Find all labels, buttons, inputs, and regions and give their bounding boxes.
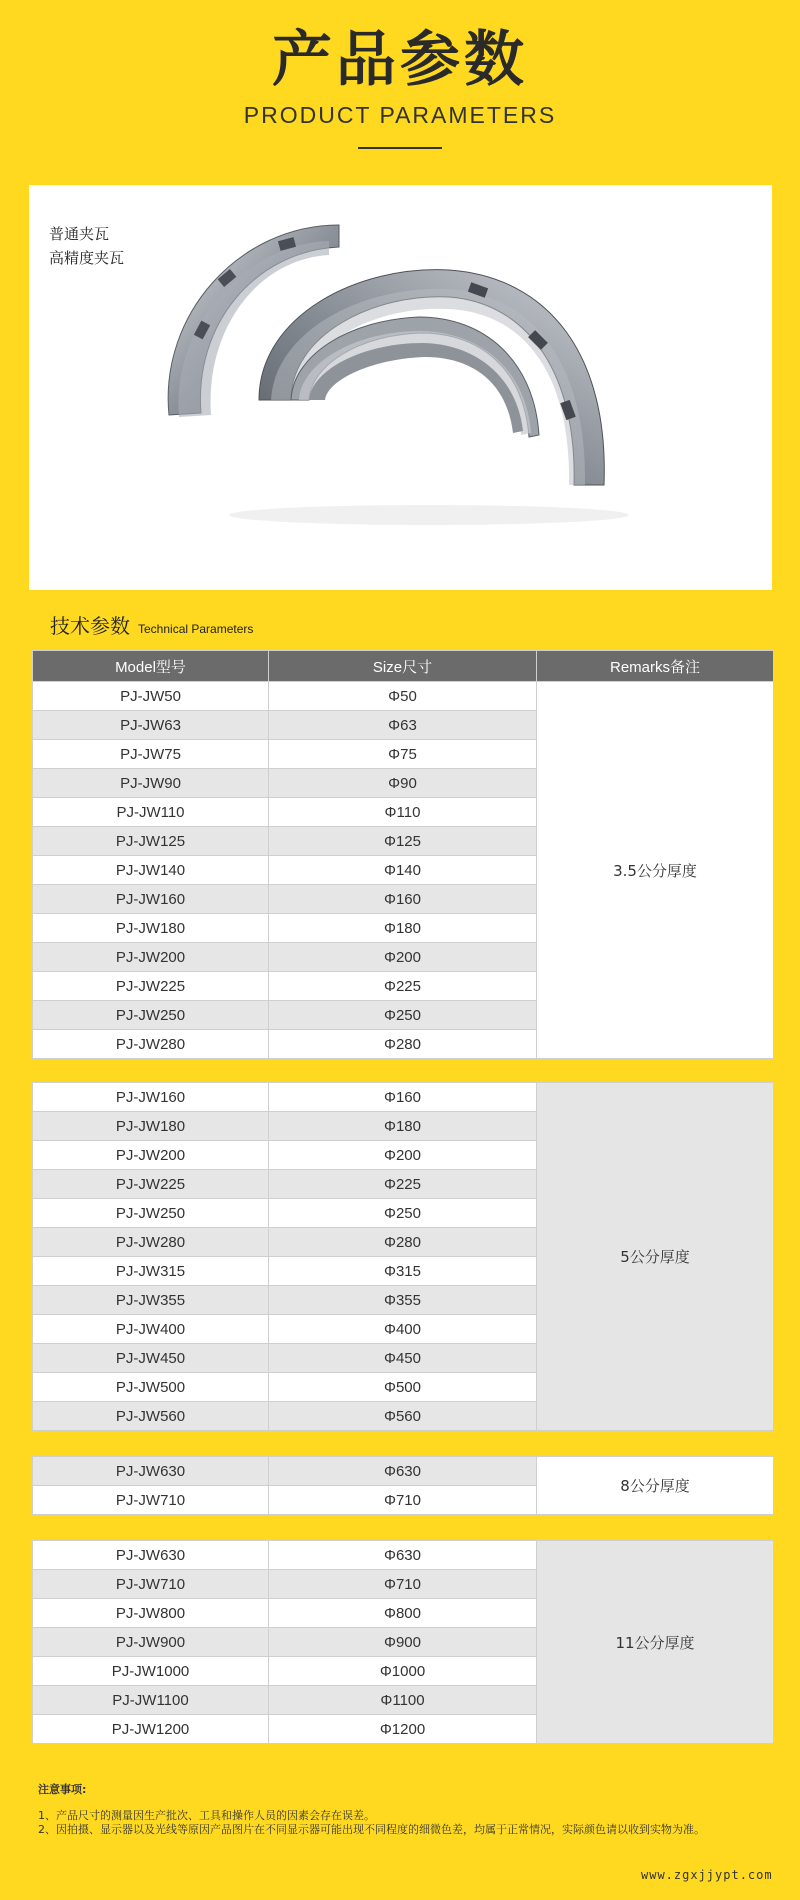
watermark-text: www.zgxjjypt.com <box>641 1868 773 1882</box>
note-line-2: 2、因拍摄、显示器以及光线等原因产品图片在不同显示器可能出现不同程度的细微色差，均属于正常情况，实际颜色请以收到实物为准。 <box>38 1823 705 1836</box>
section-title-en: Technical Parameters <box>138 622 254 636</box>
model-cell: PJ-JW355 <box>33 1286 269 1315</box>
model-cell: PJ-JW630 <box>33 1541 269 1570</box>
size-cell: Φ500 <box>269 1373 537 1402</box>
remark-cell: 3.5公分厚度 <box>537 682 774 1059</box>
size-cell: Φ280 <box>269 1228 537 1257</box>
column-header-remarks: Remarks备注 <box>537 651 774 682</box>
size-cell: Φ450 <box>269 1344 537 1373</box>
model-cell: PJ-JW710 <box>33 1570 269 1599</box>
model-cell: PJ-JW90 <box>33 769 269 798</box>
table-row <box>33 682 774 711</box>
size-cell: Φ1100 <box>269 1686 537 1715</box>
table-row <box>33 1457 774 1486</box>
note-line-1: 1、产品尺寸的测量因生产批次、工具和操作人员的因素会存在误差。 <box>38 1809 375 1822</box>
spec-table-group-4 <box>32 1540 774 1744</box>
size-cell: Φ280 <box>269 1030 537 1059</box>
spec-table-group-1 <box>32 650 774 1059</box>
size-cell: Φ50 <box>269 682 537 711</box>
size-cell: Φ250 <box>269 1001 537 1030</box>
size-cell: Φ200 <box>269 943 537 972</box>
column-header-model: Model型号 <box>33 651 269 682</box>
model-cell: PJ-JW200 <box>33 1141 269 1170</box>
product-photo-image <box>29 185 772 590</box>
model-cell: PJ-JW800 <box>33 1599 269 1628</box>
size-cell: Φ160 <box>269 885 537 914</box>
model-cell: PJ-JW500 <box>33 1373 269 1402</box>
size-cell: Φ225 <box>269 1170 537 1199</box>
size-cell: Φ125 <box>269 827 537 856</box>
size-cell: Φ1200 <box>269 1715 537 1744</box>
size-cell: Φ63 <box>269 711 537 740</box>
size-cell: Φ1000 <box>269 1657 537 1686</box>
model-cell: PJ-JW180 <box>33 914 269 943</box>
table-row <box>33 1083 774 1112</box>
model-cell: PJ-JW250 <box>33 1001 269 1030</box>
table-row <box>33 1541 774 1570</box>
model-cell: PJ-JW280 <box>33 1228 269 1257</box>
model-cell: PJ-JW1100 <box>33 1686 269 1715</box>
model-cell: PJ-JW710 <box>33 1486 269 1515</box>
size-cell: Φ110 <box>269 798 537 827</box>
size-cell: Φ90 <box>269 769 537 798</box>
model-cell: PJ-JW450 <box>33 1344 269 1373</box>
model-cell: PJ-JW160 <box>33 885 269 914</box>
size-cell: Φ315 <box>269 1257 537 1286</box>
spec-table-group-3 <box>32 1456 774 1515</box>
model-cell: PJ-JW180 <box>33 1112 269 1141</box>
size-cell: Φ800 <box>269 1599 537 1628</box>
model-cell: PJ-JW1200 <box>33 1715 269 1744</box>
spec-table-group-2 <box>32 1082 774 1431</box>
product-label-high-precision: 高精度夹瓦 <box>49 249 125 267</box>
size-cell: Φ180 <box>269 914 537 943</box>
model-cell: PJ-JW225 <box>33 972 269 1001</box>
size-cell: Φ400 <box>269 1315 537 1344</box>
model-cell: PJ-JW630 <box>33 1457 269 1486</box>
size-cell: Φ160 <box>269 1083 537 1112</box>
size-cell: Φ200 <box>269 1141 537 1170</box>
section-title-cn: 技术参数 <box>50 614 130 638</box>
column-header-size: Size尺寸 <box>269 651 537 682</box>
model-cell: PJ-JW140 <box>33 856 269 885</box>
table-header-row <box>33 651 774 682</box>
model-cell: PJ-JW250 <box>33 1199 269 1228</box>
size-cell: Φ180 <box>269 1112 537 1141</box>
model-cell: PJ-JW75 <box>33 740 269 769</box>
model-cell: PJ-JW125 <box>33 827 269 856</box>
page-title-cn: 产品参数 <box>272 25 528 95</box>
size-cell: Φ225 <box>269 972 537 1001</box>
model-cell: PJ-JW160 <box>33 1083 269 1112</box>
title-divider <box>358 147 442 149</box>
model-cell: PJ-JW225 <box>33 1170 269 1199</box>
remark-cell: 5公分厚度 <box>537 1083 774 1431</box>
remark-cell: 8公分厚度 <box>537 1457 774 1515</box>
model-cell: PJ-JW900 <box>33 1628 269 1657</box>
size-cell: Φ140 <box>269 856 537 885</box>
model-cell: PJ-JW200 <box>33 943 269 972</box>
notes-title: 注意事项: <box>38 1783 87 1796</box>
size-cell: Φ560 <box>269 1402 537 1431</box>
model-cell: PJ-JW560 <box>33 1402 269 1431</box>
model-cell: PJ-JW315 <box>33 1257 269 1286</box>
right-stacked-shells <box>259 270 604 485</box>
remark-cell: 11公分厚度 <box>537 1541 774 1744</box>
product-photo-panel <box>29 185 772 590</box>
model-cell: PJ-JW63 <box>33 711 269 740</box>
size-cell: Φ75 <box>269 740 537 769</box>
size-cell: Φ900 <box>269 1628 537 1657</box>
size-cell: Φ250 <box>269 1199 537 1228</box>
size-cell: Φ710 <box>269 1570 537 1599</box>
model-cell: PJ-JW1000 <box>33 1657 269 1686</box>
size-cell: Φ630 <box>269 1457 537 1486</box>
size-cell: Φ355 <box>269 1286 537 1315</box>
model-cell: PJ-JW50 <box>33 682 269 711</box>
section-title <box>50 610 253 639</box>
model-cell: PJ-JW280 <box>33 1030 269 1059</box>
size-cell: Φ630 <box>269 1541 537 1570</box>
product-label-standard: 普通夹瓦 <box>49 225 110 243</box>
model-cell: PJ-JW400 <box>33 1315 269 1344</box>
model-cell: PJ-JW110 <box>33 798 269 827</box>
page-title-en: PRODUCT PARAMETERS <box>243 102 557 128</box>
size-cell: Φ710 <box>269 1486 537 1515</box>
